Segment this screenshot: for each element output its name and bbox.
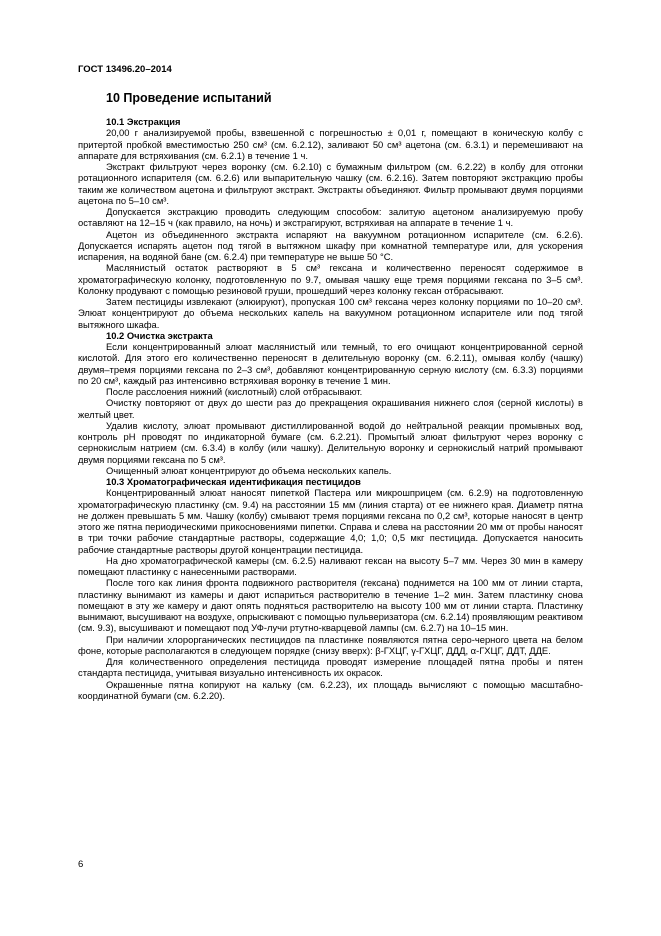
paragraph: Маслянистый остаток растворяют в 5 см³ гексана и количественно переносят содержимое в хроматографическую колонку, подготовленную по 9.7, омывая чашку еще тремя порциями гексана по 3–5 см³. Колонку продувают с помощью резиновой груши, прошедший через колонку гексан отбрасывают. [78,262,583,296]
section-title: 10 Проведение испытаний [106,91,272,105]
paragraph: При наличии хлорорганических пестицидов па пластинке появляются пятна серо-черного цвета на белом фоне, которые располагаются в следующем порядке (снизу вверх): β-ГХЦГ, γ-ГХЦГ, ДДД, α-ГХЦГ, ДДТ, ДДЕ. [78,633,583,656]
subsection-title-cleanup: 10.2 Очистка экстракта [106,329,213,341]
subsection-title-extraction: 10.1 Экстракция [106,116,181,127]
paragraph: Допускается экстракцию проводить следующим способом: залитую ацетоном анализируемую пробу оставляют на 12–15 ч (как правило, на ночь) и экстрагируют, встряхивая на аппарате в течение 1 ч. [78,206,583,229]
paragraph: Ацетон из объединенного экстракта испаряют на вакуумном ротационном испарителе (см. 6.2.6). Допускается испарять ацетон под тягой в вытяжном шкафу при комнатной температуре или, для ускорения испарения, на водяной бане (см. 6.2.4) при температуре не выше 50 °С. [78,228,583,262]
paragraph: Экстракт фильтруют через воронку (см. 6.2.10) с бумажным фильтром (см. 6.2.22) в колбу для отгонки ротационного испарителя (см. 6.2.6) или выпарительную чашку (см. 6.2.16). Затем повторяют экстракцию пробы таким же количеством ацетона и фильтруют экстракт. Экстракты объединяют. Фильтр промывают двумя порциями ацетона по 5–10 см³. [78,161,583,206]
paragraph: После того как линия фронта подвижного растворителя (гексана) поднимется на 100 мм от линии старта, пластинку вынимают из камеры и дают испариться растворителю в течение 1–2 мин. Затем пластинку снова помещают в эту же камеру и дают опять подняться растворителю на высоту 100 мм от линии старта. Пластинку вынимают, высушивают на воздухе, опрыскивают с помощью пульверизатора (см. 6.2.14) проявляющим реактивом (см. 9.3), высушивают и помещают под УФ-лучи ртутно-кварцевой лампы (см. 6.2.7) на 10–15 мин. [78,577,583,634]
paragraph: Окрашенные пятна копируют на кальку (см. 6.2.23), их площадь вычисляют с помощью масштабно-координатной бумаги (см. 6.2.20). [78,678,583,701]
paragraph: Удалив кислоту, элюат промывают дистиллированной водой до нейтральной реакции промывных вод, контроль рН проводят по индикаторной бумаге (см. 6.2.21). Промытый элюат фильтруют через воронку с сернокислым натрием (см. 6.3.4) в колбу (или чашку). Делительную воронку и сернокислый натрий промывают двумя порциями гексана по 5 см³. [78,419,583,465]
paragraph: После расслоения нижний (кислотный) слой отбрасывают. [106,386,363,397]
paragraph: Для количественного определения пестицида проводят измерение площадей пятна пробы и пятен стандарта пестицида, учитывая визуально интенсивность их окрасок. [78,656,583,679]
document-body [78,116,583,701]
page-number: 6 [78,859,84,870]
document-header: ГОСТ 13496.20–2014 [78,64,172,75]
paragraph: Концентрированный элюат наносят пипеткой Пастера или микрошприцем (см. 6.2.9) на подготовленную хроматографическую пластинку (см. 9.4) на расстоянии 15 мм (линия старта) от ее нижнего края. Диаметр пятна не должен превышать 5 мм. Чашку (колбу) смывают тремя порциями гексана по 0,2 см³, которые наносят в центр этого же пятна периодическими прикосновениями пипетки. Справа и слева на расстоянии 20 мм от пробы наносят в три точки рабочие стандартные растворы, содержащие 4,0; 1,0; 0,5 мкг пестицида. Допускается наносить рабочие стандартные растворы другой концентрации пестицида. [78,487,583,555]
paragraph: 20,00 г анализируемой пробы, взвешенной с погрешностью ± 0,01 г, помещают в коническую колбу с притертой пробкой вместимостью 250 см³ (см. 6.2.12), заливают 50 см³ ацетона (см. 6.3.1) и перемешивают на аппарате для встряхивания (см. 6.2.1) в течение 1 ч. [78,127,583,161]
paragraph: Очистку повторяют от двух до шести раз до прекращения окрашивания нижнего слоя (серной кислоты) в желтый цвет. [78,397,583,420]
paragraph: На дно хроматографической камеры (см. 6.2.5) наливают гексан на высоту 5–7 мм. Через 30 мин в камеру помещают пластинку с нанесенными растворами. [78,554,583,577]
paragraph: Если концентрированный элюат маслянистый или темный, то его очищают концентрированной серной кислотой. Для этого его количественно переносят в делительную воронку (см. 6.2.11), омывая колбу (чашку) двумя–тремя порциями гексана по 2–3 см³, добавляют концентрированную серную кислоту (см. 6.3.3) порциями по 20 см³, каждый раз интенсивно встряхивая воронку в течение 1 мин. [78,341,583,386]
subsection-title-identification: 10.3 Хроматографическая идентификация пестицидов [106,476,361,487]
paragraph: Очищенный элюат концентрируют до объема нескольких капель. [106,464,392,476]
paragraph: Затем пестициды извлекают (элюируют), пропуская 100 см³ гексана через колонку порциями по 10–20 см³. Элюат концентрируют до объема нескольких капель на вакуумном ротационном испарителе или под тягой вытяжного шкафа. [78,296,583,330]
